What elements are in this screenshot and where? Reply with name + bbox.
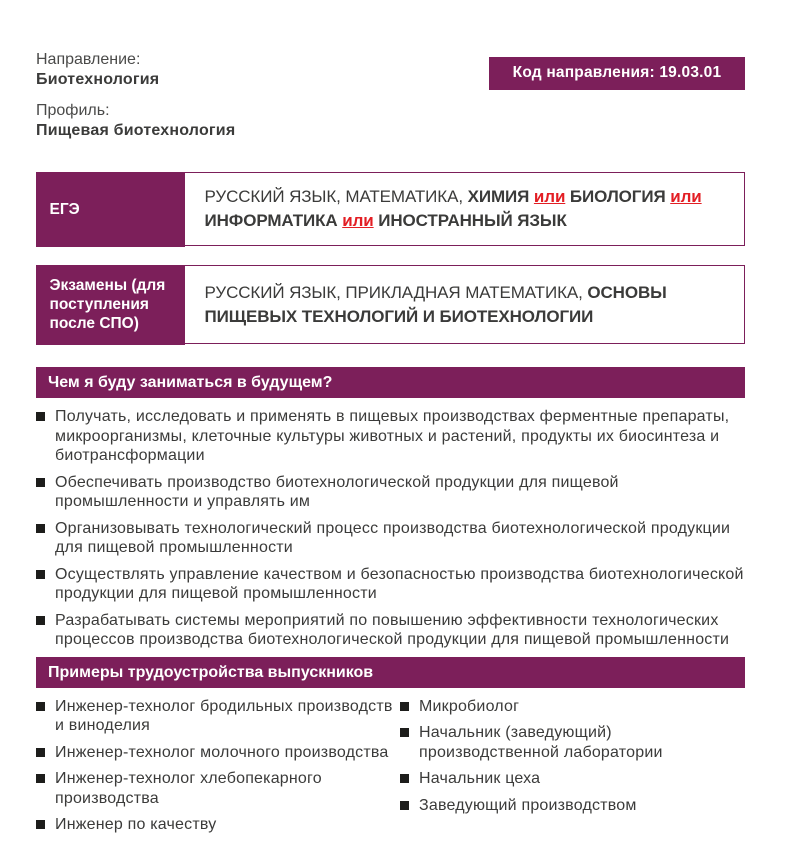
spo-section [36,265,745,344]
profile-label: Профиль: [36,102,110,119]
ege-prefix: РУССКИЙ ЯЗЫК, МАТЕМАТИКА, [204,187,468,206]
spo-bold-part: ОСНОВЫ ПИЩЕВЫХ ТЕХНОЛОГИЙ И БИОТЕХНОЛОГИИ [204,282,667,326]
header [36,50,745,152]
ege-subjects-text [205,185,729,233]
list-item: Инженер по качеству [36,815,400,835]
employment-header-bar: Примеры трудоустройства выпускников [36,657,745,688]
list-item: Обеспечивать производство биотехнологической продукции для пищевой промышленности и управлять им [36,473,745,512]
or-word: или [342,211,374,230]
or-word: или [670,187,702,206]
list-item: Микробиолог [400,697,745,717]
ege-label-text: ЕГЭ [49,200,80,218]
ege-choice-1: ХИМИЯ [467,187,530,206]
list-item: Осуществлять управление качеством и безопасностью производства биотехнологической продукции для пищевой промышленности [36,565,745,604]
spo-label-text: Экзамены (для поступления после СПО) [49,277,166,332]
direction-value: Биотехнология [36,71,160,88]
ege-section [36,172,745,246]
list-item: Начальник цеха [400,769,745,789]
program-meta [36,50,235,152]
list-item: Организовывать технологический процесс производства биотехнологической продукции для пищевой промышленности [36,519,745,558]
list-item: Инженер-технолог хлебопекарного производства [36,769,400,808]
future-header-bar: Чем я буду заниматься в будущем? [36,367,745,398]
employment-columns [36,697,745,842]
direction-label: Направление: [36,51,141,68]
employment-list-right [400,697,745,842]
spo-subjects-text [205,281,729,329]
future-list [36,407,745,650]
ege-choice-4: ИНОСТРАННЫЙ ЯЗЫК [378,211,567,230]
list-item: Разрабатывать системы мероприятий по повышению эффективности технологических процессов производства биотехнологической продукции для пищевой промышленности [36,611,745,650]
ege-label [36,172,185,247]
list-item: Заведующий производством [400,796,745,816]
direction-code-badge: Код направления: 19.03.01 [489,57,745,90]
list-item: Получать, исследовать и применять в пищевых производствах ферментные препараты, микроорганизмы, клеточные культуры животных и растений, продукты их биосинтеза и биотрансформации [36,407,745,466]
list-item: Инженер-технолог бродильных производств и виноделия [36,697,400,736]
profile-value: Пищевая биотехнология [36,122,236,139]
spo-label [36,265,185,345]
ege-subjects [185,173,745,245]
list-item: Инженер-технолог молочного производства [36,743,400,763]
spo-subjects [185,266,745,343]
list-item: Начальник (заведующий) производственной лаборатории [400,723,745,762]
ege-choice-3: ИНФОРМАТИКА [204,211,338,230]
ege-choice-2: БИОЛОГИЯ [569,187,666,206]
employment-list-left [36,697,400,842]
spo-prefix: РУССКИЙ ЯЗЫК, ПРИКЛАДНАЯ МАТЕМАТИКА, [204,282,588,302]
or-word: или [533,187,566,206]
